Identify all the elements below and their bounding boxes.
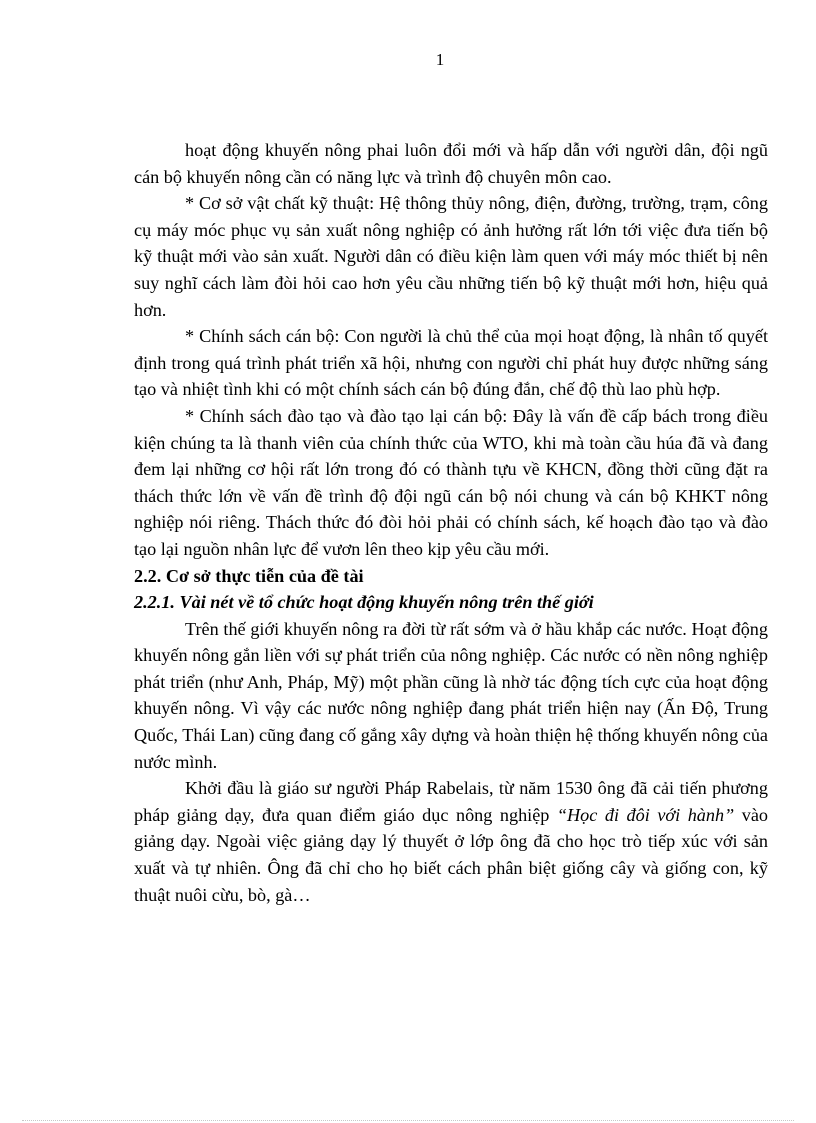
paragraph-world-extension: Trên thế giới khuyến nông ra đời từ rất sớm và ở hầu khắp các nước. Hoạt động khuyến nông gắn liền với sự phát triển của nông nghiệp. Các nước có nền nông nghiệp phát triển (như Anh, Pháp, Mỹ) một phần cũng là nhờ tác động tích cực của hoạt động khuyến nông. Vì vậy các nước nông nghiệp đang phát triển hiện nay (Ấn Độ, Trung Quốc, Thái Lan) cũng đang cố gắng xây dựng và hoàn thiện hệ thống khuyến nông của nước mình. bbox=[134, 618, 768, 772]
paragraph-training-policy: * Chính sách đào tạo và đào tạo lại cán bộ: Đây là vấn đề cấp bách trong điều kiện chúng ta là thanh viên của chính thức của WTO, khi mà toàn cầu húa đã và đang đem lại những cơ hội rất lớn trong đó có thành tựu về KHCN, đồng thời cũng đặt ra thách thức lớn về vấn đề trình độ đội ngũ cán bộ nói chung và cán bộ KHKT nông nghiệp nói riêng. Thách thức đó đòi hỏi phải có chính sách, kế hoạch đào tạo và đào tạo lại nguồn nhân lực để vươn lên theo kịp yêu cầu mới. bbox=[134, 405, 768, 559]
page-number: 1 bbox=[435, 50, 445, 69]
paragraph-infrastructure: * Cơ sở vật chất kỹ thuật: Hệ thông thủy nông, điện, đường, trường, trạm, công cụ máy móc phục vụ sản xuất nông nghiệp có ảnh hưởng rất lớn tới việc đưa tiến bộ kỹ thuật mới vào sản xuất. Người dân có điều kiện làm quen với máy móc thiết bị nên suy nghĩ cách làm đòi hỏi cao hơn yêu cầu những tiến bộ kỹ thuật mới hơn, hiệu quả hơn. bbox=[134, 193, 768, 320]
section-heading-2-2-1: 2.2.1. Vài nét về tổ chức hoạt động khuyến nông trên thế giới bbox=[134, 592, 594, 613]
paragraph-rabelais-quote: “Học đi đôi với hành” bbox=[556, 804, 735, 825]
document-body bbox=[134, 137, 768, 908]
paragraph-rabelais bbox=[134, 775, 768, 908]
paragraph-rabelais-part-1: Khởi đầu là giáo sư người Pháp Rabelais, từ năm 1530 ông đã cải tiến phương pháp giảng dạy, đưa quan điểm giáo dục nông nghiệp bbox=[134, 778, 768, 825]
paragraph-rabelais-part-2: vào giảng dạy. Ngoài việc giảng dạy lý thuyết ở lớp ông đã cho học trò tiếp xúc với sản xuất và tự nhiên. Ông đã chỉ cho họ biết cách phân biệt giống cây và giống con, kỹ thuật nuôi cừu, bò, gà… bbox=[134, 804, 768, 905]
paragraph-continuation: hoạt động khuyến nông phai luôn đổi mới và hấp dẫn với người dân, đội ngũ cán bộ khuyến nông cần có năng lực và trình độ chuyên môn cao. bbox=[134, 140, 768, 187]
section-heading-2-2: 2.2. Cơ sở thực tiễn của đề tài bbox=[134, 565, 364, 586]
paragraph-staff-policy: * Chính sách cán bộ: Con người là chủ thể của mọi hoạt động, là nhân tố quyết định trong quá trình phát triển xã hội, nhưng con người chỉ phát huy được những sáng tạo và nhiệt tình khi có một chính sách cán bộ đúng đắn, chế độ thù lao phù hợp. bbox=[134, 326, 768, 400]
page-bottom-divider bbox=[22, 1120, 794, 1121]
